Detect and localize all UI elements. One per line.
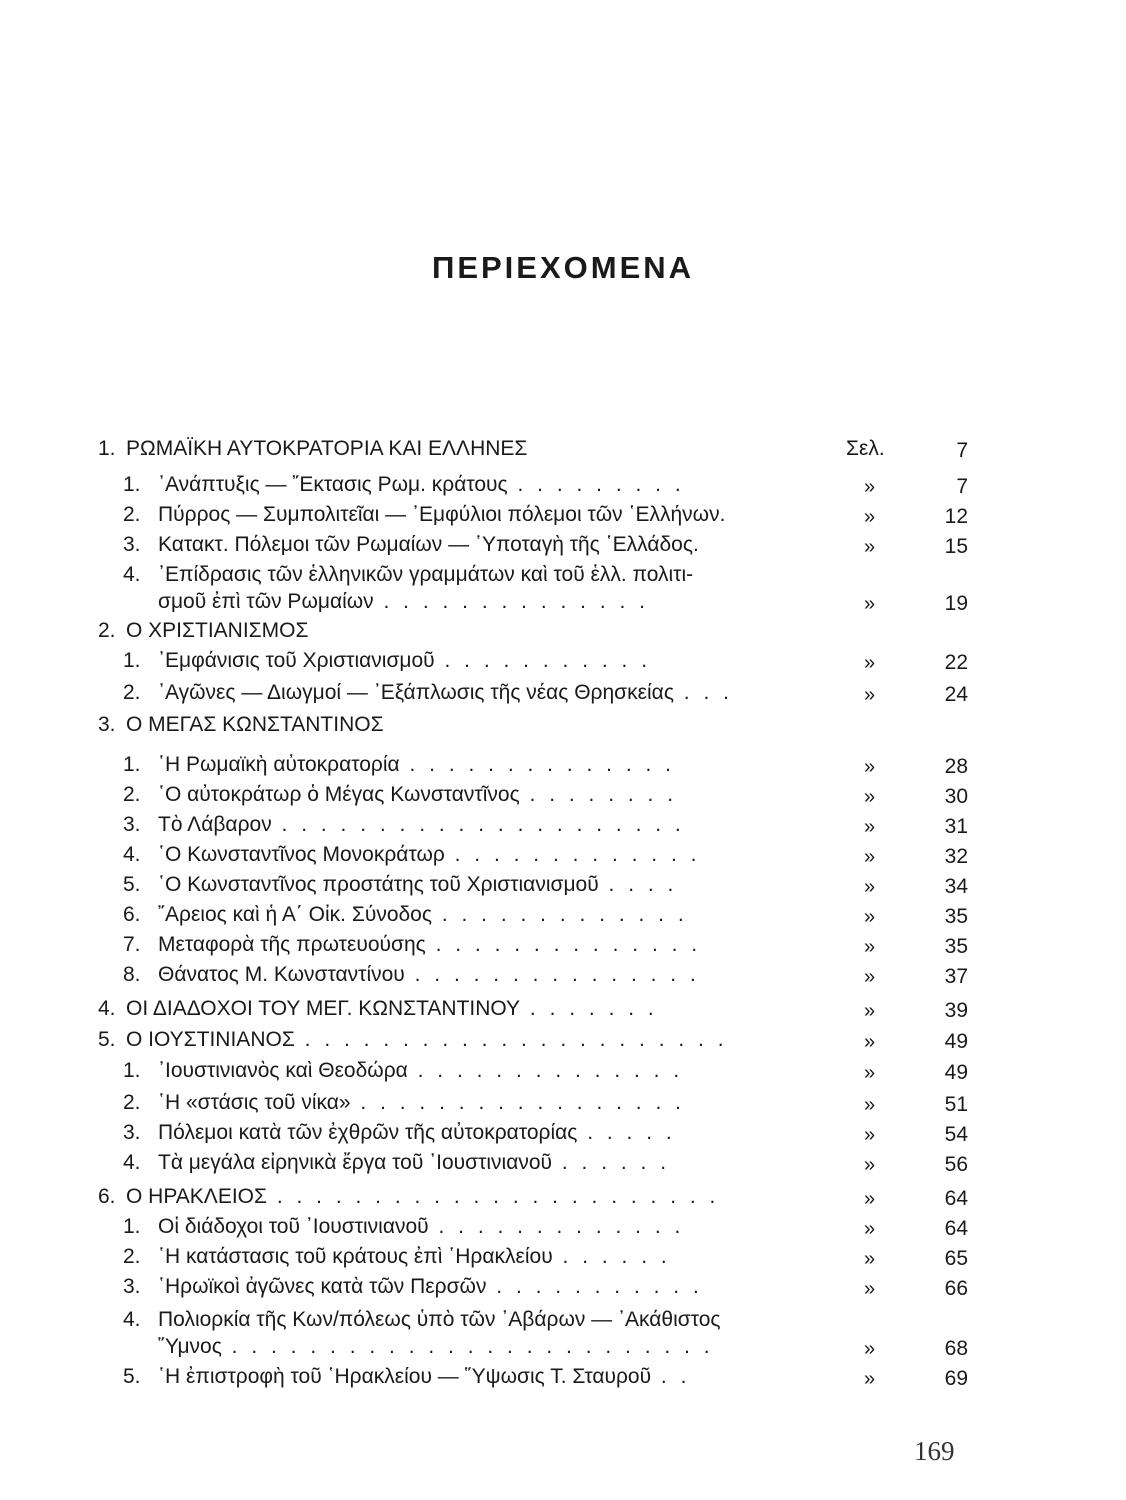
entry-title [158, 872, 677, 898]
leader-dots: . . . . . . . . . . . . . . . . . . . . . . [294, 1028, 728, 1051]
entry-title-text: ῾Η κατάστασις τοῦ κράτους ἐπὶ ῾Ηρακλείου [158, 1245, 553, 1268]
leader-dots: . . . . . . . . . . . . . . [373, 590, 650, 613]
entry-title [158, 1150, 670, 1176]
entry-title [126, 618, 308, 644]
toc-entry [0, 1307, 1126, 1333]
entry-title [158, 589, 649, 615]
toc-entry [0, 1244, 1126, 1270]
leader-dots: . . . . [598, 873, 678, 896]
entry-title-text: ΡΩΜΑΪΚΗ ΑΥΤΟΚΡΑΤΟΡΙΑ ΚΑΙ ΕΛΛΗΝΕΣ [126, 437, 528, 460]
ditto-mark: » [864, 1094, 876, 1116]
leader-dots: . . . . . . [552, 1245, 671, 1268]
ditto-mark: » [864, 476, 876, 498]
entry-title-text: Μεταφορὰ τῆς πρωτευούσης [158, 933, 426, 956]
toc-chapter [0, 436, 1126, 462]
page-ref: 7 [956, 439, 968, 462]
toc-chapter [0, 1027, 1126, 1053]
ditto-mark: » [864, 786, 876, 808]
entry-number: 4. [123, 1151, 141, 1174]
page-ref: 39 [944, 999, 968, 1022]
leader-dots: . . . . . . . . . . . . . [428, 1215, 685, 1238]
entry-number: 5. [123, 1365, 141, 1388]
ditto-mark: » [864, 756, 876, 778]
entry-title-text: Πύρρος — Συμπολιτεῖαι — ᾿Εμφύλιοι πόλεμοι τῶν ῾Ελλήνων. [158, 503, 726, 526]
entry-number: 2. [123, 783, 141, 806]
ditto-mark: » [864, 506, 876, 528]
page-ref: 28 [944, 755, 968, 778]
entry-title [158, 472, 685, 498]
toc-entry [0, 782, 1126, 808]
ditto-mark: » [864, 906, 876, 928]
page-ref: 69 [944, 1367, 968, 1390]
toc-entry [0, 1058, 1126, 1084]
page-ref: 35 [944, 905, 968, 928]
page-label: Σελ. [846, 437, 885, 460]
page-ref: 56 [944, 1153, 968, 1176]
entry-number: 1. [123, 473, 141, 496]
page-ref: 31 [944, 815, 968, 838]
page-ref: 64 [944, 1187, 968, 1210]
toc-entry [0, 532, 1126, 558]
entry-title-text: Ο ΜΕΓΑΣ ΚΩΝΣΤΑΝΤΙΝΟΣ [126, 713, 384, 736]
leader-dots: . . . . . . . . . [507, 473, 685, 496]
entry-title-text: ῎Αρειος καὶ ἡ Α΄ Οἰκ. Σύνοδος [158, 903, 432, 926]
entry-title [126, 712, 384, 738]
entry-number: 7. [123, 933, 141, 956]
toc-entry [0, 932, 1126, 958]
leader-dots: . . [651, 1365, 691, 1388]
entry-title-text: Πόλεμοι κατὰ τῶν ἐχθρῶν τῆς αὐτοκρατορίας [158, 1121, 578, 1144]
leader-dots: . . . . . . . . . . . [434, 649, 652, 672]
page-ref: 65 [944, 1247, 968, 1270]
ditto-mark: » [864, 846, 876, 868]
entry-title-text: ῾Ηρωϊκοὶ ἀγῶνες κατὰ τῶν Περσῶν [158, 1275, 487, 1298]
entry-number: 1. [123, 753, 141, 776]
entry-title-text: Ο ΧΡΙΣΤΙΑΝΙΣΜΟΣ [126, 619, 309, 642]
entry-number: 3. [123, 813, 141, 836]
entry-title-text: ῾Η Ρωμαϊκὴ αὐτοκρατορία [158, 753, 400, 776]
toc-entry [0, 962, 1126, 988]
leader-dots: . . . . . . . . . . . . . . . [404, 963, 700, 986]
entry-title-text: ῞Υμνος [158, 1335, 222, 1358]
ditto-mark: » [864, 1188, 876, 1210]
ditto-mark: » [864, 816, 876, 838]
entry-number: 2. [123, 1245, 141, 1268]
entry-title-text: ΟΙ ΔΙΑΔΟΧΟΙ ΤΟΥ ΜΕΓ. ΚΩΝΣΤΑΝΤΙΝΟΥ [126, 997, 521, 1020]
page-ref: 54 [944, 1123, 968, 1146]
page-title: ΠΕΡΙΕΧΟΜΕΝΑ [431, 250, 695, 285]
page-ref: 22 [944, 651, 968, 674]
toc-entry [0, 472, 1126, 498]
ditto-mark: » [864, 1278, 876, 1300]
entry-title [158, 1120, 676, 1146]
leader-dots: . . . . . . . . . . . . . . . . . . . . . . . [266, 1185, 720, 1208]
entry-number: 2. [98, 619, 116, 642]
toc-entry [0, 589, 1126, 615]
entry-number: 1. [123, 1059, 141, 1082]
entry-title-text: Τὰ μεγάλα εἰρηνικὰ ἔργα τοῦ ᾿Ιουστινιανοῦ [158, 1151, 553, 1174]
toc-entry [0, 1120, 1126, 1146]
leader-dots: . . . [673, 681, 733, 704]
entry-number: 1. [98, 437, 116, 460]
page-ref: 64 [944, 1217, 968, 1240]
entry-title [126, 436, 527, 462]
entry-number: 2. [123, 681, 141, 704]
ditto-mark: » [864, 684, 876, 706]
entry-title [158, 1307, 721, 1333]
toc-entry [0, 812, 1126, 838]
entry-title [158, 782, 677, 808]
ditto-mark: » [864, 1062, 876, 1084]
entry-number: 6. [123, 903, 141, 926]
page-ref: 51 [944, 1093, 968, 1116]
ditto-mark: » [864, 876, 876, 898]
entry-title-text: Ο ΗΡΑΚΛΕΙΟΣ [126, 1185, 267, 1208]
ditto-mark: » [864, 536, 876, 558]
ditto-mark: » [864, 1338, 876, 1360]
toc-entry [0, 1274, 1126, 1300]
entry-title-text: ᾿Επίδρασις τῶν ἑλληνικῶν γραμμάτων καὶ τοῦ ἑλλ. πολιτι- [158, 563, 694, 586]
ditto-mark: » [864, 966, 876, 988]
toc-chapter [0, 618, 1126, 644]
entry-title [158, 1214, 684, 1240]
page-ref: 12 [944, 505, 968, 528]
page-ref: 37 [944, 965, 968, 988]
page-ref: 49 [944, 1030, 968, 1053]
entry-title-text: Κατακτ. Πόλεμοι τῶν Ρωμαίων — ῾Υποταγὴ τῆς ῾Ελλάδος. [158, 533, 699, 556]
toc-entry [0, 1364, 1126, 1390]
entry-number: 8. [123, 963, 141, 986]
entry-number: 4. [123, 843, 141, 866]
page-ref: 35 [944, 935, 968, 958]
entry-title [158, 1090, 685, 1116]
page-ref: 66 [944, 1277, 968, 1300]
toc-chapter [0, 712, 1126, 738]
entry-title [158, 1334, 714, 1360]
toc-entry [0, 1150, 1126, 1176]
entry-number: 1. [123, 649, 141, 672]
entry-title [158, 562, 693, 588]
entry-title [158, 680, 733, 706]
entry-title [158, 1274, 703, 1300]
entry-title [126, 996, 658, 1022]
entry-number: 3. [123, 1275, 141, 1298]
entry-title-text: ῾Ο αὐτοκράτωρ ὁ Μέγας Κωνσταντῖνος [158, 783, 520, 806]
ditto-mark: » [864, 1124, 876, 1146]
entry-title-text: ῾Ο Κωνσταντῖνος Μονοκράτωρ [158, 843, 445, 866]
page-number: 169 [914, 1436, 955, 1466]
entry-title-text: ῾Η «στάσις τοῦ νίκα» [158, 1091, 351, 1114]
entry-title [158, 752, 675, 778]
ditto-mark: » [864, 1154, 876, 1176]
entry-title-text: Οἱ διάδοχοι τοῦ ᾿Ιουστινιανοῦ [158, 1215, 429, 1238]
entry-title [126, 1184, 719, 1210]
ditto-mark: » [864, 936, 876, 958]
toc-entry [0, 680, 1126, 706]
entry-title-text: ῾Ο Κωνσταντῖνος προστάτης τοῦ Χριστιανισμοῦ [158, 873, 599, 896]
entry-title-text: ᾿Εμφάνισις τοῦ Χριστιανισμοῦ [158, 649, 435, 672]
toc-entry [0, 648, 1126, 674]
leader-dots: . . . . . . . . . . . . . [444, 843, 701, 866]
entry-number: 4. [123, 1308, 141, 1331]
toc-entry [0, 872, 1126, 898]
entry-title [158, 842, 700, 868]
leader-dots: . . . . . . . . . . . . . . . . . . . . . [271, 813, 685, 836]
leader-dots: . . . . . . . [520, 997, 658, 1020]
ditto-mark: » [864, 1368, 876, 1390]
toc-chapter [0, 996, 1126, 1022]
entry-title [158, 648, 651, 674]
entry-number: 1. [123, 1215, 141, 1238]
toc-entry [0, 752, 1126, 778]
entry-title-text: σμοῦ ἐπὶ τῶν Ρωμαίων [158, 590, 374, 613]
page-ref: 68 [944, 1337, 968, 1360]
toc-entry [0, 1214, 1126, 1240]
entry-title [126, 1027, 728, 1053]
toc-chapter [0, 1184, 1126, 1210]
entry-title-text: ᾿Ανάπτυξις — ῎Εκτασις Ρωμ. κράτους [158, 473, 508, 496]
entry-number: 6. [98, 1185, 116, 1208]
ditto-mark: » [864, 1218, 876, 1240]
page-ref: 15 [944, 535, 968, 558]
page-ref: 24 [944, 683, 968, 706]
leader-dots: . . . . . . . . . . . . . . [425, 933, 702, 956]
entry-title [158, 1244, 671, 1270]
entry-title-text: Θάνατος Μ. Κωνσταντίνου [158, 963, 405, 986]
entry-number: 5. [98, 1028, 116, 1051]
entry-number: 2. [123, 1091, 141, 1114]
toc-entry [0, 502, 1126, 528]
ditto-mark: » [864, 652, 876, 674]
leader-dots: . . . . . . . . . . . . . [431, 903, 688, 926]
ditto-mark: » [864, 593, 876, 615]
page-ref: 32 [944, 845, 968, 868]
entry-number: 2. [123, 503, 141, 526]
toc-entry [0, 842, 1126, 868]
entry-title-text: Πολιορκία τῆς Κων/πόλεως ὑπὸ τῶν ᾿Αβάρων — ᾿Ακάθιστος [158, 1308, 721, 1331]
page-ref: 30 [944, 785, 968, 808]
leader-dots: . . . . . [577, 1121, 676, 1144]
page-ref: 49 [944, 1061, 968, 1084]
ditto-mark: » [864, 1000, 876, 1022]
entry-number: 3. [98, 713, 116, 736]
leader-dots: . . . . . . . . . . . . . . . . . . . . . . . . . [221, 1335, 714, 1358]
entry-title [158, 902, 688, 928]
entry-title [158, 532, 699, 558]
page-ref: 7 [956, 475, 968, 498]
ditto-mark: » [864, 1031, 876, 1053]
page-ref: 34 [944, 875, 968, 898]
leader-dots: . . . . . . . . . . . . . . . . . [350, 1091, 685, 1114]
entry-number: 5. [123, 873, 141, 896]
entry-title-text: Τὸ Λάβαρον [158, 813, 272, 836]
entry-title [158, 1364, 690, 1390]
entry-number: 4. [98, 997, 116, 1020]
leader-dots: . . . . . . . . . . . [486, 1275, 703, 1298]
leader-dots: . . . . . . . . [519, 783, 678, 806]
toc-entry [0, 562, 1126, 588]
leader-dots: . . . . . . . . . . . . . . [407, 1059, 684, 1082]
leader-dots: . . . . . . [552, 1151, 671, 1174]
page-ref: 19 [944, 592, 968, 615]
toc-entry [0, 1090, 1126, 1116]
ditto-mark: » [864, 1248, 876, 1270]
entry-title-text: ῾Η ἐπιστροφὴ τοῦ ῾Ηρακλείου — ῞Υψωσις Τ. Σταυροῦ [158, 1365, 652, 1388]
entry-number: 3. [123, 1121, 141, 1144]
entry-title-text: Ο ΙΟΥΣΤΙΝΙΑΝΟΣ [126, 1028, 295, 1051]
entry-title [158, 812, 685, 838]
entry-number: 3. [123, 533, 141, 556]
entry-title-text: ᾿Ιουστινιανὸς καὶ Θεοδώρα [158, 1059, 408, 1082]
entry-title [158, 962, 700, 988]
entry-title [158, 932, 701, 958]
entry-title [158, 1058, 683, 1084]
entry-title [158, 502, 725, 528]
entry-number: 4. [123, 563, 141, 586]
toc-entry [0, 1334, 1126, 1360]
entry-title-text: ᾿Αγῶνες — Διωγμοί — ᾿Εξάπλωσις τῆς νέας Θρησκείας [158, 681, 674, 704]
leader-dots: . . . . . . . . . . . . . . [399, 753, 676, 776]
toc-entry [0, 902, 1126, 928]
